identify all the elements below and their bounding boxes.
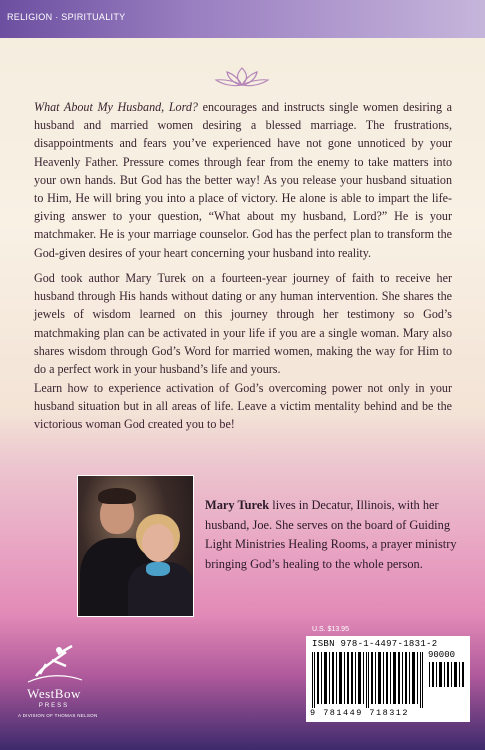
author-name: Mary Turek [205,498,270,512]
ean-digits: 9 781449 718312 [310,708,410,718]
price-label: U.S. $13.95 [312,626,349,633]
author-bio-text: lives in Decatur, Illinois, with her husband, Joe. She serves on the board of Guiding Light Ministries Healing Rooms, a prayer ministry bringing God’s healing to the whole person. [205,498,457,571]
publisher-logo [18,640,98,740]
lotus-ornament-icon [214,66,270,88]
barcode [306,636,470,722]
publisher-name: WestBow [27,686,81,701]
publisher-division: A DIVISION OF THOMAS NELSON [18,713,98,718]
author-bio [205,496,459,574]
publisher-press: PRESS [38,703,70,709]
description-paragraph-2: God took author Mary Turek on a fourteen-year journey of faith to receive her husband through His hands without dating or any human intervention. She shares the jewels of wisdom learned on this journey through her testimony so God’s matchmaking plan can be activated in your life if you are a single woman. Mary also shares wisdom through God’s Word for married women, making the way for Him to do a perfect work in your husband’s life and yours. [34,271,452,377]
description-p1-text: encourages and instructs single women desiring a husband and married women desiring a blessed marriage. The frustrations, disappointments and fears you’ve experienced have not gone unnoticed by your Heavenly Father. Pressure comes through fear from the enemy to take matters into your own hands. But God has the better way! As you release your husband situation to Him, He will bring you into a place of victory. He alone is able to impart the life-giving answer to your question, “What about my husband, Lord?” He is your matchmaker. He is your marriage counselor. God has the perfect plan to transform the God-given desires of your heart concerning your husband into reality. [34,100,452,260]
genre-bar [0,0,485,38]
barcode-bars [312,652,424,708]
genre-label: RELIGION · SPIRITUALITY [7,12,126,22]
isbn-text: ISBN 978-1-4497-1831-2 [312,639,438,649]
description-paragraph-3: Learn how to experience activation of God’s overcoming power not only in your husband situation but in all areas of life. Leave a victim mentality behind and be the victorious woman God created you to be! [34,381,452,432]
price-code-text: 90000 [428,650,456,660]
description-paragraph-1 [34,98,452,262]
price-barcode-bars [429,662,465,692]
book-title-italic: What About My Husband, Lord? [34,100,198,114]
leaping-figure-icon [22,640,86,686]
author-photo [77,475,194,617]
